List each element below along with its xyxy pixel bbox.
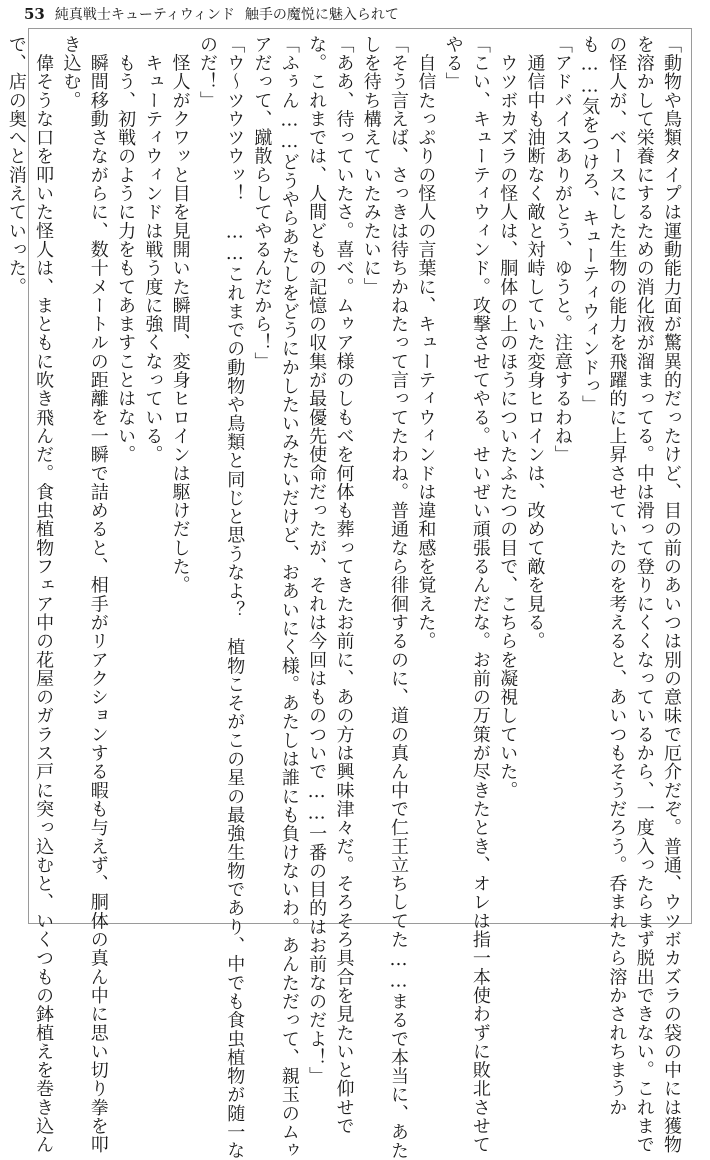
text-line: を溶かして栄養にするための消化液が溜まってる。中は滑って登りにくくなっているから、一度入ったらまず脱出できない。これまで (633, 35, 655, 1154)
chapter-title: 触手の魔悦に魅入られて (244, 7, 399, 23)
text-line: 「ウ〜ツウツウッ！ ……これまでの動物や鳥類と同じと思うなよ？ 植物こそがこの星の最強生物であり、中でも食虫植物が随一な (224, 35, 246, 1160)
text-line: の怪人が、ベースにした生物の能力を飛躍的に上昇させていたのを考えると、あいつもそうだろう。呑まれたら溶かされちまうか (606, 35, 628, 1117)
text-line: 「動物や鳥類タイプは運動能力面が驚異的だったけど、目の前のあいつは別の意味で厄介だぞ。普通、ウツボカズラの袋の中には獲物 (661, 35, 682, 1154)
text-line: 瞬間移動さながらに、数十メートルの距離を一瞬で詰めると、相手がリアクションする暇も与えず、胴体の真ん中に思い切り拳を叩 (87, 35, 109, 1154)
text-line: 「こい、キューティウィンド。攻撃させてやる。せいぜい頑張るんだな。お前の万策が尽きたとき、オレは指一本使わずに敗北させて (469, 35, 491, 1154)
text-line: アだって、蹴散らしてやるんだから！」 (251, 35, 273, 371)
text-line: もう、初戦のように力をもてあますことはない。 (115, 35, 137, 464)
page-number: 53 (24, 5, 45, 23)
text-line: な。これまでは、人間どもの記憶の収集が最優先使命だったが、それは今回はものついで……一番の目的はお前なのだよ！」 (306, 35, 328, 1086)
text-line: 「ああ、待っていたさ。喜べ。ムゥア様のしもべを何体も葬ってきたお前に、あの方は興味津々だ。そろそろ具合を見たいと仰せで (333, 35, 355, 1136)
text-line: ウツボカズラの怪人は、胴体の上のほうについたふたつの目で、こちらを凝視していた。 (497, 35, 519, 800)
text-line: 偉そうな口を叩いた怪人は、まともに吹き飛んだ。食虫植物フェア中の花屋のガラス戸に突っ込むと、いくつもの鉢植えを巻き込ん (33, 35, 55, 1154)
text-line: のだ！」 (196, 35, 218, 110)
text-line: 自信たっぷりの怪人の言葉に、キューティウィンドは違和感を覚えた。 (415, 35, 437, 651)
text-line: 「アドバイスありがとう、ゆうと。注意するわね」 (551, 35, 573, 464)
text-line: で、店の奥へと消えていった。 (5, 35, 27, 297)
text-line: も……気をつけろ、キューティウィンドっ」 (579, 35, 601, 414)
text-line: やる」 (442, 35, 464, 91)
text-line: 「ふぅん……どうやらあたしをどうにかしたいみたいだけど、おあいにく様。あたしは誰にも負けないわ。あんただって、親玉のムゥ (278, 35, 300, 1160)
text-line: キューティウィンドは戦う度に強くなっている。 (142, 35, 164, 464)
book-title: 純真戦士キューティウィンド (54, 7, 235, 23)
text-line: しを待ち構えていたみたいに」 (360, 35, 382, 297)
text-line: 「そう言えば、さっきは待ちかねたって言ってたわね。普通なら徘徊するのに、道の真ん中で仁王立ちしてた……まるで本当に、あた (388, 35, 410, 1160)
text-line: 通信中も油断なく敵と対峙していた変身ヒロインは、改めて敵を見る。 (524, 35, 546, 651)
page-body (5, 28, 692, 1160)
text-line: き込む。 (60, 35, 82, 110)
page-header (24, 4, 399, 24)
text-line: 怪人がクワッと目を見開いた瞬間、変身ヒロインは駆けだした。 (169, 35, 191, 595)
body-text (5, 35, 685, 1160)
